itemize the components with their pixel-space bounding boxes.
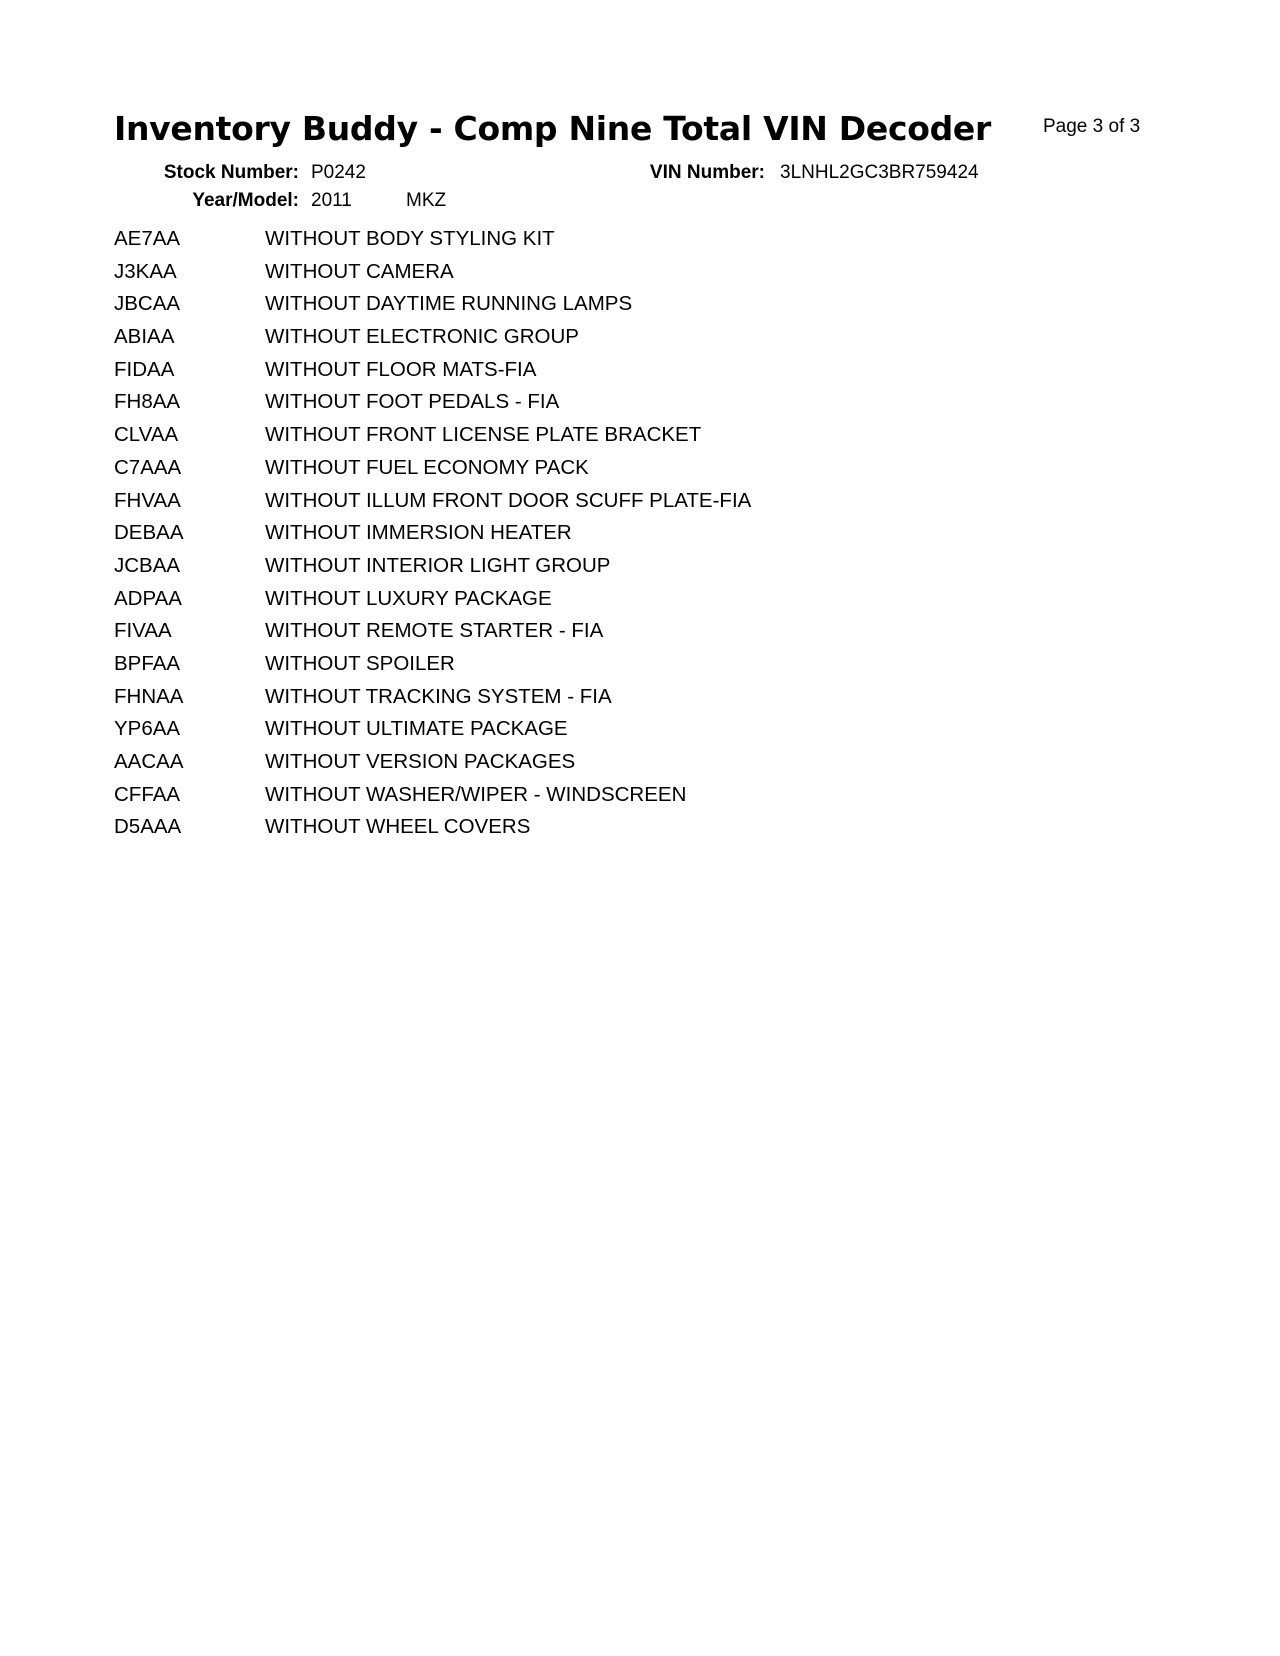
option-row bbox=[114, 586, 1014, 622]
option-description: WITHOUT WHEEL COVERS bbox=[265, 815, 531, 839]
option-row bbox=[114, 392, 1014, 425]
option-code: AE7AA bbox=[114, 227, 181, 250]
option-code: FIDAA bbox=[114, 357, 175, 381]
vin-number-value: 3LNHL2GC3BR759424 bbox=[780, 162, 979, 183]
year-value: 2011 bbox=[311, 190, 352, 211]
option-description: WITHOUT CAMERA bbox=[265, 259, 454, 283]
option-row bbox=[114, 357, 1014, 393]
page-title: Inventory Buddy - Comp Nine Total VIN Decoder bbox=[114, 109, 991, 148]
year-model-label: Year/Model: bbox=[192, 190, 299, 211]
option-code: JCBAA bbox=[114, 553, 181, 577]
option-row bbox=[114, 782, 1014, 818]
option-description: WITHOUT ULTIMATE PACKAGE bbox=[265, 717, 568, 741]
option-description: WITHOUT IMMERSION HEATER bbox=[265, 521, 572, 545]
option-description: WITHOUT FLOOR MATS-FIA bbox=[265, 357, 537, 381]
option-code: AACAA bbox=[114, 750, 184, 773]
option-row bbox=[114, 621, 1014, 654]
option-description: WITHOUT VERSION PACKAGES bbox=[265, 750, 576, 773]
option-description: WITHOUT ILLUM FRONT DOOR SCUFF PLATE-FIA bbox=[265, 488, 752, 512]
option-code: FH8AA bbox=[114, 390, 181, 414]
option-code: C7AAA bbox=[114, 455, 182, 479]
model-value: MKZ bbox=[406, 190, 447, 211]
option-description: WITHOUT ELECTRONIC GROUP bbox=[265, 325, 579, 349]
option-description: WITHOUT LUXURY PACKAGE bbox=[265, 586, 552, 610]
option-row bbox=[114, 684, 1014, 720]
option-row bbox=[114, 523, 1014, 556]
option-row bbox=[114, 294, 1014, 327]
option-code: CLVAA bbox=[114, 423, 179, 447]
option-row bbox=[114, 651, 1014, 687]
option-description: WITHOUT TRACKING SYSTEM - FIA bbox=[265, 684, 612, 708]
option-row bbox=[114, 817, 1014, 850]
option-row bbox=[114, 719, 1014, 752]
option-code: DEBAA bbox=[114, 521, 184, 545]
option-code: FIVAA bbox=[114, 619, 172, 643]
option-code: CFFAA bbox=[114, 782, 181, 806]
option-code: JBCAA bbox=[114, 292, 181, 316]
option-code: ABIAA bbox=[114, 325, 175, 349]
option-code: D5AAA bbox=[114, 815, 182, 839]
option-row bbox=[114, 327, 1014, 360]
option-row bbox=[114, 425, 1014, 458]
option-code: YP6AA bbox=[114, 717, 181, 741]
option-description: WITHOUT FUEL ECONOMY PACK bbox=[265, 455, 589, 479]
page-indicator: Page 3 of 3 bbox=[1043, 116, 1141, 137]
option-row bbox=[114, 553, 1014, 589]
option-description: WITHOUT DAYTIME RUNNING LAMPS bbox=[265, 292, 633, 316]
option-description: WITHOUT REMOTE STARTER - FIA bbox=[265, 619, 604, 643]
option-description: WITHOUT INTERIOR LIGHT GROUP bbox=[265, 553, 611, 577]
option-code: J3KAA bbox=[114, 259, 177, 283]
option-row bbox=[114, 752, 1014, 785]
option-description: WITHOUT SPOILER bbox=[265, 651, 455, 675]
option-row bbox=[114, 488, 1014, 524]
option-row bbox=[114, 455, 1014, 491]
option-row bbox=[114, 259, 1014, 295]
options-list bbox=[114, 229, 1014, 850]
option-description: WITHOUT FRONT LICENSE PLATE BRACKET bbox=[265, 423, 702, 447]
option-code: FHNAA bbox=[114, 684, 184, 708]
option-description: WITHOUT BODY STYLING KIT bbox=[265, 227, 555, 250]
option-code: FHVAA bbox=[114, 488, 181, 512]
stock-number-label: Stock Number: bbox=[163, 162, 299, 183]
option-description: WITHOUT WASHER/WIPER - WINDSCREEN bbox=[265, 782, 687, 806]
stock-number-value: P0242 bbox=[311, 162, 366, 183]
option-code: ADPAA bbox=[114, 586, 182, 610]
vin-number-label: VIN Number: bbox=[649, 162, 765, 183]
option-row bbox=[114, 229, 1014, 262]
option-code: BPFAA bbox=[114, 651, 181, 675]
option-description: WITHOUT FOOT PEDALS - FIA bbox=[265, 390, 560, 414]
